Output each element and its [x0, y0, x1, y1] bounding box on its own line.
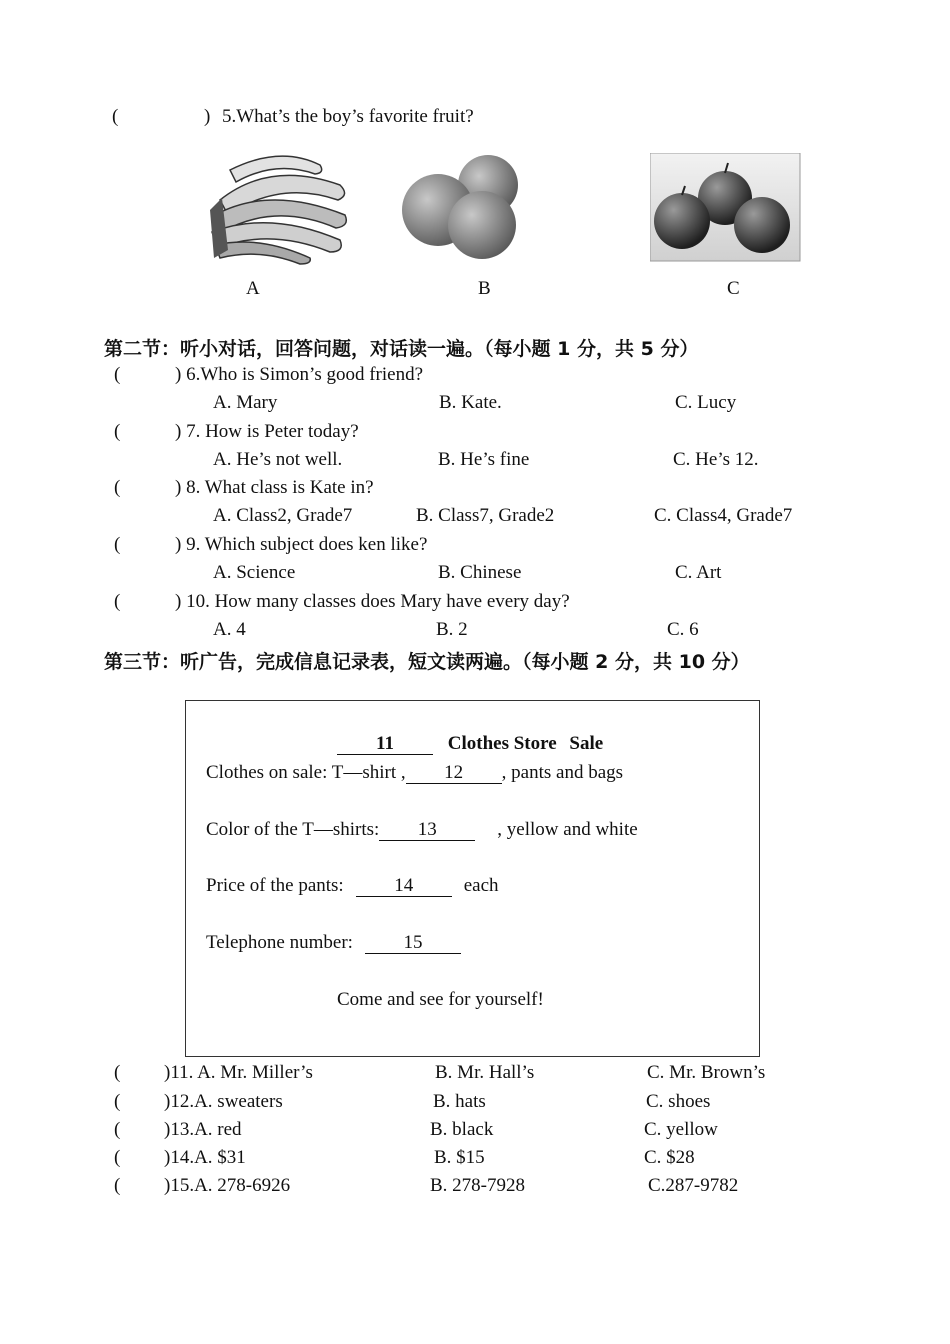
section3-heading: 第三节：听广告，完成信息记录表，短文读两遍。（每小题 2 分，共 10 分） [104, 651, 750, 673]
q8-stem: ) 8. What class is Kate in? [175, 477, 374, 498]
q12-option-b: B. hats [433, 1091, 486, 1112]
form-closing: Come and see for yourself! [337, 989, 544, 1010]
q14-option-c: C. $28 [644, 1147, 695, 1168]
q14-stem: )14.A. $31 [164, 1147, 246, 1168]
section2-heading: 第二节：听小对话，回答问题，对话读一遍。（每小题 1 分，共 5 分） [104, 338, 699, 360]
q6-stem: ) 6.Who is Simon’s good friend? [175, 364, 424, 385]
q13-stem: )13.A. red [164, 1119, 242, 1140]
q10-stem: ) 10. How many classes does Mary have every day? [175, 591, 570, 612]
q10-option-b: B. 2 [436, 619, 468, 640]
q5-question: 5.What’s the boy’s favorite fruit? [222, 106, 474, 127]
form-row-color: Color of the T—shirts: 13 , yellow and white [206, 819, 638, 840]
q15-paren: ( [114, 1175, 121, 1196]
q11-stem: )11. A. Mr. Miller’s [164, 1062, 313, 1083]
q6-paren: ( [114, 364, 121, 385]
q9-stem: ) 9. Which subject does ken like? [175, 534, 428, 555]
q9-option-a: A. Science [213, 562, 296, 583]
q15-option-c: C.287-9782 [648, 1175, 739, 1196]
q6-option-b: B. Kate. [439, 392, 502, 413]
q13-paren: ( [114, 1119, 121, 1140]
q12-paren: ( [114, 1091, 121, 1112]
blank-14: 14 [356, 876, 452, 897]
q5-paren-open: ( [112, 106, 119, 127]
q11-paren: ( [114, 1062, 121, 1083]
apples-image [650, 153, 802, 263]
q15-option-b: B. 278-7928 [430, 1175, 525, 1196]
q6-option-c: C. Lucy [675, 392, 737, 413]
q15-stem: )15.A. 278-6926 [164, 1175, 291, 1196]
q11-option-b: B. Mr. Hall’s [435, 1062, 535, 1083]
q14-paren: ( [114, 1147, 121, 1168]
blank-13: 13 [379, 820, 475, 841]
blank-12: 12 [406, 763, 502, 784]
q7-stem: ) 7. How is Peter today? [175, 421, 359, 442]
q9-option-c: C. Art [675, 562, 722, 583]
bananas-image [200, 140, 355, 265]
q7-option-b: B. He’s fine [438, 449, 530, 470]
q14-option-b: B. $15 [434, 1147, 485, 1168]
form-row-telephone: Telephone number: 15 [206, 932, 461, 954]
q9-paren: ( [114, 534, 121, 555]
q13-option-c: C. yellow [644, 1119, 718, 1140]
q11-option-c: C. Mr. Brown’s [647, 1062, 766, 1083]
q5-option-b-label: B [478, 278, 491, 299]
q8-option-a: A. Class2, Grade7 [213, 505, 353, 526]
oranges-image [400, 155, 525, 263]
q7-paren: ( [114, 421, 121, 442]
q8-paren: ( [114, 477, 121, 498]
q12-stem: )12.A. sweaters [164, 1091, 283, 1112]
q10-paren: ( [114, 591, 121, 612]
q10-option-c: C. 6 [667, 619, 699, 640]
blank-11: 11 [337, 734, 433, 755]
q9-option-b: B. Chinese [438, 562, 522, 583]
form-row-price: Price of the pants: 14 each [206, 875, 499, 896]
q6-option-a: A. Mary [213, 392, 278, 413]
q7-option-a: A. He’s not well. [213, 449, 343, 470]
q10-option-a: A. 4 [213, 619, 246, 640]
blank-15: 15 [365, 933, 461, 954]
form-title: 11 Clothes Store Sale [337, 733, 603, 755]
q8-option-c: C. Class4, Grade7 [654, 505, 793, 526]
q8-option-b: B. Class7, Grade2 [416, 505, 555, 526]
q7-option-c: C. He’s 12. [673, 449, 759, 470]
q5-paren-close: ) [204, 106, 211, 127]
q5-option-c-label: C [727, 278, 740, 299]
form-row-clothes: Clothes on sale: T—shirt , 12 , pants and bags [206, 762, 624, 783]
q13-option-b: B. black [430, 1119, 494, 1140]
q12-option-c: C. shoes [646, 1091, 711, 1112]
q5-option-a-label: A [246, 278, 260, 299]
